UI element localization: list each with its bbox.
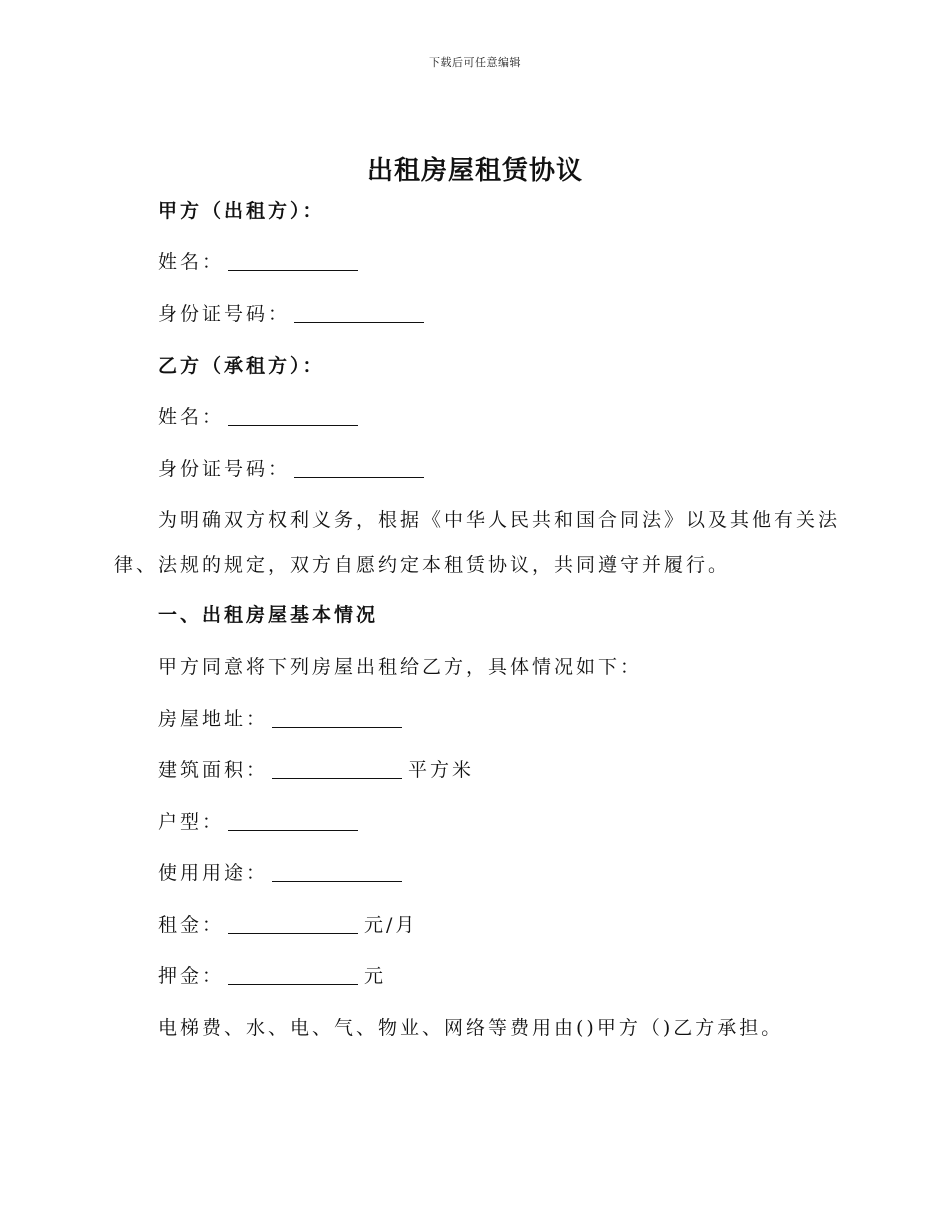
- section-1-heading: 一、出租房屋基本情况: [158, 604, 379, 626]
- address-label: 房屋地址：: [158, 708, 269, 730]
- rent-row: [158, 912, 417, 938]
- party-b-id-blank[interactable]: [294, 459, 424, 478]
- usage-label: 使用用途：: [158, 862, 269, 884]
- layout-label: 户型：: [158, 811, 225, 833]
- party-b-name-label: 姓名：: [158, 406, 225, 428]
- area-unit: 平方米: [408, 759, 475, 781]
- address-row: [158, 706, 408, 732]
- usage-blank[interactable]: [272, 863, 402, 882]
- header-note: 下载后可任意编辑: [429, 56, 521, 69]
- deposit-blank[interactable]: [228, 966, 358, 985]
- party-a-id-blank[interactable]: [294, 304, 424, 323]
- rent-unit: 元/月: [364, 914, 418, 936]
- party-a-name-row: [158, 249, 364, 275]
- rent-label: 租金：: [158, 914, 225, 936]
- area-label: 建筑面积：: [158, 759, 269, 781]
- fees-row: 电梯费、水、电、气、物业、网络等费用由()甲方（)乙方承担。: [158, 1017, 784, 1039]
- party-a-heading: 甲方（出租方）：: [158, 200, 325, 222]
- party-a-id-label: 身份证号码：: [158, 303, 291, 325]
- document-title: 出租房屋租赁协议: [366, 156, 583, 186]
- party-b-id-row: [158, 456, 430, 482]
- party-b-heading: 乙方（承租方）：: [158, 355, 325, 377]
- intro-paragraph: 为明确双方权利义务，根据《中华人民共和国合同法》以及其他有关法律、法规的规定，双方自愿约定本租赁协议，共同遵守并履行。: [114, 509, 841, 576]
- layout-row: [158, 809, 364, 835]
- party-a-name-label: 姓名：: [158, 251, 225, 273]
- usage-row: [158, 860, 408, 886]
- rent-blank[interactable]: [228, 915, 358, 934]
- address-blank[interactable]: [272, 709, 402, 728]
- area-blank[interactable]: [272, 760, 402, 779]
- deposit-label: 押金：: [158, 965, 225, 987]
- party-b-name-blank[interactable]: [228, 407, 358, 426]
- area-row: [158, 757, 474, 783]
- party-b-id-label: 身份证号码：: [158, 458, 291, 480]
- party-b-name-row: [158, 404, 364, 430]
- deposit-row: [158, 963, 386, 989]
- deposit-unit: 元: [364, 965, 387, 987]
- party-a-id-row: [158, 301, 430, 327]
- party-a-name-blank[interactable]: [228, 252, 358, 271]
- section-1-lead: 甲方同意将下列房屋出租给乙方，具体情况如下：: [158, 656, 643, 678]
- layout-blank[interactable]: [228, 812, 358, 831]
